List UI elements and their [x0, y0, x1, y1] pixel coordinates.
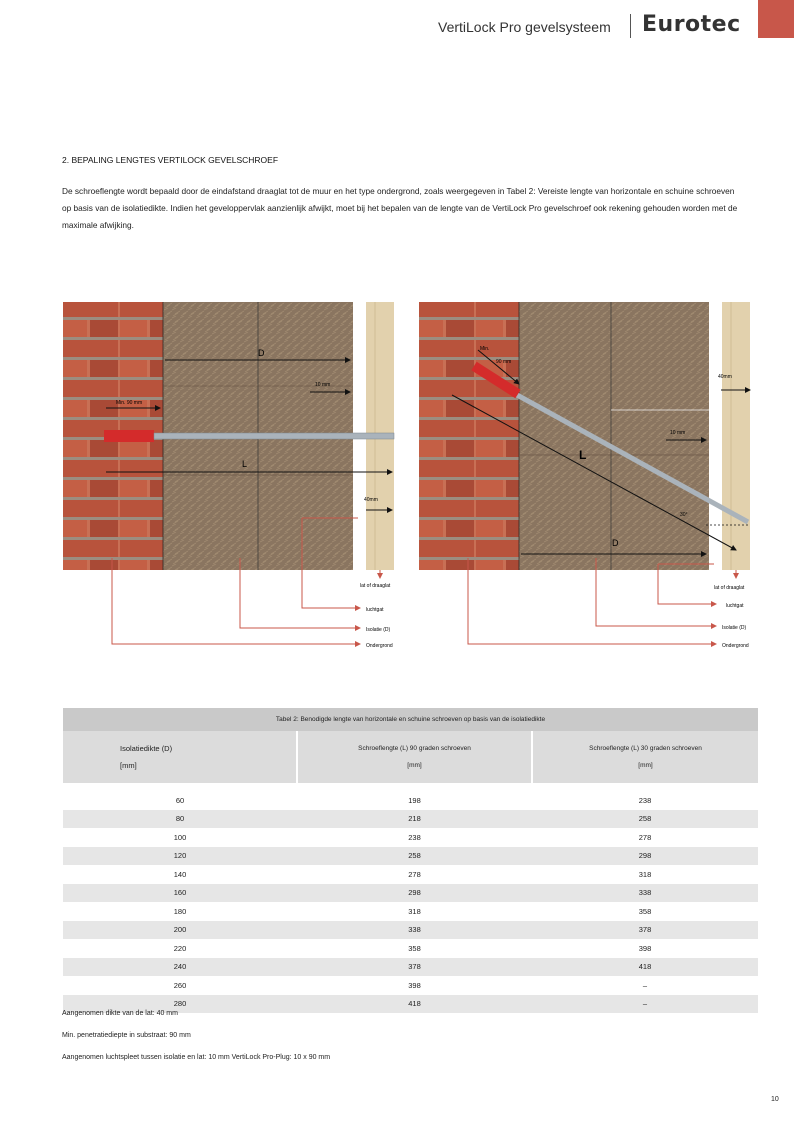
- left-gap-label: 10 mm: [315, 382, 331, 388]
- table-row: [63, 791, 758, 810]
- table-row: [63, 865, 758, 884]
- cell-length-90: 338: [297, 921, 532, 940]
- left-callout-air-gap: luchtgat: [366, 607, 384, 613]
- right-dimension-d: D: [612, 538, 619, 548]
- corner-accent-block: [758, 0, 794, 38]
- cell-length-30: 278: [638, 832, 652, 842]
- cell-insulation: 280: [63, 995, 297, 1014]
- cell-length-30: 318: [638, 869, 652, 879]
- table-row: [63, 828, 758, 847]
- horizontal-screw-diagram: [60, 300, 405, 660]
- cell-length-30: 338: [532, 884, 758, 903]
- right-callout-air-gap: luchtgat: [726, 603, 744, 609]
- screw-length-table: [63, 708, 758, 1013]
- table-row: [63, 921, 758, 940]
- cell-length-30: 358: [638, 906, 652, 916]
- right-callout-batten: lat of draaglat: [714, 585, 745, 591]
- section-heading: 2. BEPALING LENGTES VERTILOCK GEVELSCHROEF: [62, 155, 279, 165]
- note-air-gap: Aangenomen luchtspleet tussen isolatie en lat: 10 mm VertiLock Pro-Plug: 10 x 90 mm: [62, 1054, 331, 1061]
- cell-length-30: 298: [532, 847, 758, 866]
- cell-length-90: 358: [408, 943, 421, 953]
- column-header-30deg-label: Schroeflengte (L) 30 graden schroeven: [589, 745, 702, 752]
- cell-insulation: 220: [173, 943, 187, 953]
- right-callout-substrate: Ondergrond: [722, 643, 749, 649]
- cell-insulation: 260: [173, 980, 187, 990]
- document-header-title: VertiLock Pro gevelsysteem: [438, 19, 611, 35]
- left-callout-insulation: Isolatie (D): [366, 627, 391, 633]
- cell-length-90: 278: [408, 869, 421, 879]
- cell-length-30: 418: [532, 958, 758, 977]
- table-row: [63, 976, 758, 995]
- column-header-30deg: [532, 731, 758, 783]
- cell-insulation: 160: [63, 884, 297, 903]
- column-header-90deg: [297, 731, 532, 783]
- table-row: [63, 958, 758, 977]
- table-row: [63, 847, 758, 866]
- cell-length-90: 218: [297, 810, 532, 829]
- cell-length-90: 318: [408, 906, 421, 916]
- header-divider: [630, 14, 631, 38]
- right-gap-label: 10 mm: [670, 430, 686, 436]
- left-dimension-l: L: [242, 459, 248, 469]
- cell-length-90: 398: [408, 980, 421, 990]
- note-batten-thickness: Aangenomen dikte van de lat: 40 mm: [62, 1010, 178, 1017]
- table-caption: Tabel 2: Benodigde lengte van horizontale en schuine schroeven op basis van de isolatiedikte: [63, 708, 758, 731]
- right-dimension-l: L: [579, 448, 587, 462]
- eurotec-logo: Eurotec: [642, 12, 741, 37]
- column-header-90deg-label: Schroeflengte (L) 90 graden schroeven: [358, 745, 471, 752]
- cell-length-90: 258: [297, 847, 532, 866]
- column-header-30deg-unit: [mm]: [638, 762, 653, 769]
- cell-length-30: 398: [638, 943, 652, 953]
- cell-insulation: 240: [63, 958, 297, 977]
- column-header-insulation-unit: [mm]: [120, 761, 137, 770]
- column-header-90deg-unit: [mm]: [407, 762, 422, 769]
- cell-insulation: 60: [175, 795, 185, 805]
- left-min-penetration-label: Min. 90 mm: [116, 400, 143, 406]
- right-min-label-1: Min.: [480, 346, 490, 352]
- table-row: [63, 884, 758, 903]
- cell-insulation: 120: [63, 847, 297, 866]
- cell-length-90: 418: [297, 995, 532, 1014]
- column-header-insulation: [63, 731, 297, 783]
- cell-insulation: 140: [173, 869, 187, 879]
- right-callout-insulation: Isolatie (D): [722, 625, 747, 631]
- cell-length-30: –: [642, 980, 648, 990]
- cell-length-30: 258: [532, 810, 758, 829]
- table-row: [63, 902, 758, 921]
- cell-length-90: 238: [408, 832, 421, 842]
- right-batten-label: 40mm: [718, 374, 732, 380]
- angled-screw-diagram: [416, 300, 761, 660]
- column-header-insulation-label: Isolatiedikte (D): [120, 744, 173, 753]
- left-callout-batten: lat of draaglat: [360, 583, 391, 589]
- cell-length-30: –: [532, 995, 758, 1014]
- cell-insulation: 200: [63, 921, 297, 940]
- right-min-label-2: 90 mm: [496, 359, 512, 365]
- right-angle-label: 30°: [680, 512, 688, 518]
- cell-length-30: 378: [532, 921, 758, 940]
- cell-length-90: 378: [297, 958, 532, 977]
- left-dimension-d: D: [258, 348, 265, 358]
- left-callout-substrate: Ondergrond: [366, 643, 393, 649]
- table-row: [63, 810, 758, 829]
- cell-insulation: 100: [173, 832, 187, 842]
- left-batten-label: 40mm: [364, 497, 378, 503]
- note-min-penetration: Min. penetratiediepte in substraat: 90 mm: [62, 1032, 191, 1039]
- cell-length-90: 198: [408, 795, 421, 805]
- cell-insulation: 80: [63, 810, 297, 829]
- assumption-notes: [62, 1003, 330, 1069]
- intro-paragraph: De schroeflengte wordt bepaald door de eindafstand draaglat tot de muur en het type ondergrond, zoals weergegeven in Tabel 2: Vereiste lengte van horizontale en schuine schroeven op basis van de isolatiedikte. Indien het geveloppervlak aanzienlijk afwijkt, moet bij het bepalen van de lengte van de VertiLock Pro gevelschroef ook rekening gehouden worden met de maximale afwijking.: [62, 186, 738, 230]
- cell-length-90: 298: [297, 884, 532, 903]
- cell-insulation: 180: [173, 906, 187, 916]
- cell-length-30: 238: [638, 795, 652, 805]
- page-number: 10: [771, 1096, 779, 1103]
- table-row: [63, 939, 758, 958]
